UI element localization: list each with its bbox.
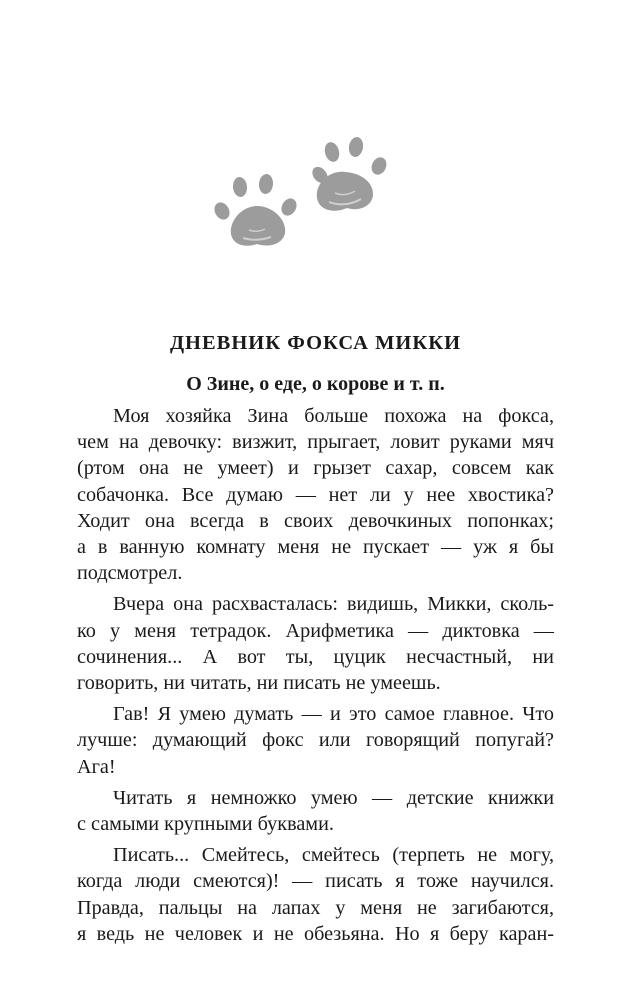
text-line: а в ванную комнату меня не пускает — уж я бы [77,536,554,559]
chapter-title: ДНЕВНИК ФОКСА МИККИ [169,332,462,354]
text-line: Ага! [77,755,116,778]
text-line: говорить, ни читать, ни писать не умеешь. [77,672,441,695]
text-line: чем на девочку: визжит, прыгает, ловит руками мяч [77,431,554,454]
text-line: Писать... Смейтесь, смейтесь (терпеть не могу, [113,844,554,867]
text-line: я ведь не человек и не обезьяна. Но я беру каран- [77,922,554,945]
text-line: Ходит она всегда в своих девочкиных попонках; [77,509,554,532]
paw-prints-decoration [205,130,405,260]
paw-print-icon [211,173,299,245]
body-text [77,403,554,947]
text-line: Читать я немножко умею — детские книжки [113,786,554,809]
text-line: сочинения... А вот ты, цуцик несчастный, ни [77,645,554,668]
text-line: с самыми крупными буквами. [77,813,334,836]
text-line: лучше: думающий фокс или говорящий попугай? [77,729,554,752]
text-line: когда люди смеются)! — писать я тоже научился. [77,870,554,893]
paw-print-icon [309,136,389,211]
text-line: (ртом она не умеет) и грызет сахар, совсем как [77,457,554,480]
text-line: Вчера она расхвасталась: видишь, Микки, сколь- [113,593,554,616]
chapter-subtitle: О Зине, о еде, о корове и т. п. [186,373,445,395]
paragraph [77,785,554,837]
paragraph [77,591,554,696]
text-line: Правда, пальцы на лапах у меня не загибаются, [77,896,554,919]
paragraph [77,701,554,780]
text-line: ко у меня тетрадок. Арифметика — диктовка — [77,619,554,642]
text-line: собачонка. Все думаю — нет ли у нее хвостика? [77,483,554,506]
text-line: подсмотрел. [77,562,183,585]
paragraph [77,842,554,947]
paragraph [77,403,554,586]
text-line: Моя хозяйка Зина больше похожа на фокса, [113,405,554,427]
text-line: Гав! Я умею думать — и это самое главное. Что [113,703,554,726]
